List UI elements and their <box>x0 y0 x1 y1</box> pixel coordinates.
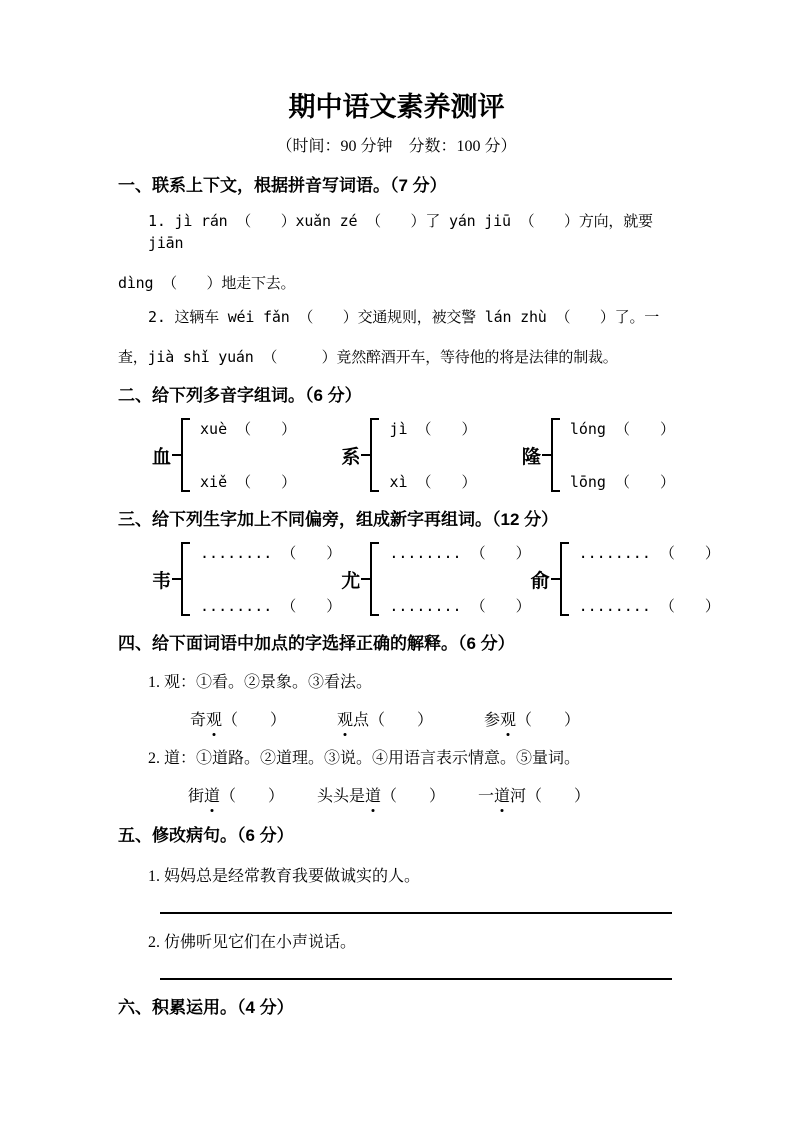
section1-item2-line1: 2. 这辆车 wéi fǎn （ ）交通规则，被交警 lán zhù （ ）了。一 <box>148 308 660 326</box>
radical-groups <box>152 542 720 616</box>
brace-connector <box>361 578 370 580</box>
word-pre: 参 <box>483 712 500 729</box>
word-post: 点 <box>352 712 369 729</box>
answer-line <box>160 912 672 914</box>
answer-blank: （ ） <box>381 788 446 805</box>
section5-heading: 五、修改病句。（6 分） <box>118 826 294 845</box>
section4-q1-stem: 1. 观：①看。②景象。③看法。 <box>148 674 373 691</box>
base-char: 尤 <box>341 570 361 592</box>
answer-blank: （ ） <box>525 788 590 805</box>
word-dotted-char: 道 <box>365 786 381 808</box>
word-pre: 头头是 <box>316 788 365 805</box>
answer-blank: （ ） <box>515 712 580 729</box>
section4-q2-words <box>188 786 590 808</box>
answer-blank: （ ） <box>220 788 285 805</box>
pinyin-blank: jì （ ） <box>389 420 477 438</box>
dotted-word <box>484 710 580 732</box>
section4-q1-words <box>190 710 580 732</box>
base-char: 韦 <box>152 570 172 592</box>
polyphone-char: 系 <box>341 446 361 468</box>
base-char: 俞 <box>530 570 550 592</box>
section2-heading: 二、给下列多音字组词。（6 分） <box>118 386 362 405</box>
brace-connector <box>172 454 181 456</box>
section1-item1-line1: 1. jì rán （ ）xuǎn zé （ ）了 yán jiū （ ）方向，就要 jiān <box>148 212 662 252</box>
answer-line <box>160 978 672 980</box>
char-blank: ........ （ ） <box>200 597 342 615</box>
section4-heading: 四、给下面词语中加点的字选择正确的解释。（6 分） <box>118 634 515 653</box>
char-blank: ........ （ ） <box>389 597 531 615</box>
word-dotted-char: 观 <box>337 710 353 732</box>
pinyin-blank: xì （ ） <box>389 473 477 491</box>
dotted-word <box>317 786 445 808</box>
dotted-word <box>337 710 433 732</box>
dotted-word <box>188 786 284 808</box>
polyphone-group-xi <box>341 418 476 492</box>
page-subtitle: （时间：90 分钟 分数：100 分） <box>276 138 517 155</box>
brace-bracket <box>370 542 379 616</box>
section5-item1: 1. 妈妈总是经常教育我要做诚实的人。 <box>148 868 421 885</box>
pinyin-blank: xiě （ ） <box>200 473 297 491</box>
brace-bracket <box>181 418 190 492</box>
word-post: 河 <box>509 788 526 805</box>
radical-group-wei <box>152 542 341 616</box>
char-blank: ........ （ ） <box>389 544 531 562</box>
word-dotted-char: 观 <box>500 710 516 732</box>
brace-connector <box>542 454 551 456</box>
char-blank: ........ （ ） <box>578 597 720 615</box>
word-dotted-char: 观 <box>206 710 222 732</box>
polyphone-group-xue <box>152 418 296 492</box>
pinyin-blank: lóng （ ） <box>569 420 675 438</box>
page-title: 期中语文素养测评 <box>288 92 505 122</box>
section3-heading: 三、给下列生字加上不同偏旁，组成新字再组词。（12 分） <box>118 510 559 529</box>
word-dotted-char: 道 <box>494 786 510 808</box>
brace-bracket <box>560 542 569 616</box>
brace-connector <box>361 454 370 456</box>
word-pre: 街 <box>188 788 205 805</box>
polyphone-char: 隆 <box>521 446 541 468</box>
polyphone-group-long <box>522 418 675 492</box>
word-pre: 一 <box>477 788 494 805</box>
char-blank: ........ （ ） <box>578 544 720 562</box>
section6-heading: 六、积累运用。（4 分） <box>118 998 294 1017</box>
polyphone-char: 血 <box>152 446 172 468</box>
dotted-word <box>190 710 286 732</box>
answer-blank: （ ） <box>222 712 287 729</box>
section1-heading: 一、联系上下文，根据拼音写词语。（7 分） <box>118 176 447 195</box>
brace-bracket <box>181 542 190 616</box>
dotted-word <box>478 786 590 808</box>
word-dotted-char: 道 <box>204 786 220 808</box>
radical-group-you <box>341 542 530 616</box>
brace-bracket <box>370 418 379 492</box>
section1-item1-line2: dìng （ ）地走下去。 <box>118 274 296 292</box>
pinyin-blank: lōng （ ） <box>569 473 675 491</box>
pinyin-blank: xuè （ ） <box>200 420 297 438</box>
section5-item2: 2. 仿佛听见它们在小声说话。 <box>148 934 357 951</box>
brace-connector <box>551 578 560 580</box>
section1-item2-line2: 查，jià shǐ yuán （ ）竟然醉酒开车，等待他的将是法律的制裁。 <box>118 348 618 366</box>
word-pre: 奇 <box>190 712 207 729</box>
polyphone-groups <box>152 418 675 492</box>
brace-bracket <box>551 418 560 492</box>
brace-connector <box>172 578 181 580</box>
radical-group-yu <box>531 542 720 616</box>
char-blank: ........ （ ） <box>200 544 342 562</box>
section4-q2-stem: 2. 道：①道路。②道理。③说。④用语言表示情意。⑤量词。 <box>148 750 581 767</box>
answer-blank: （ ） <box>369 712 434 729</box>
